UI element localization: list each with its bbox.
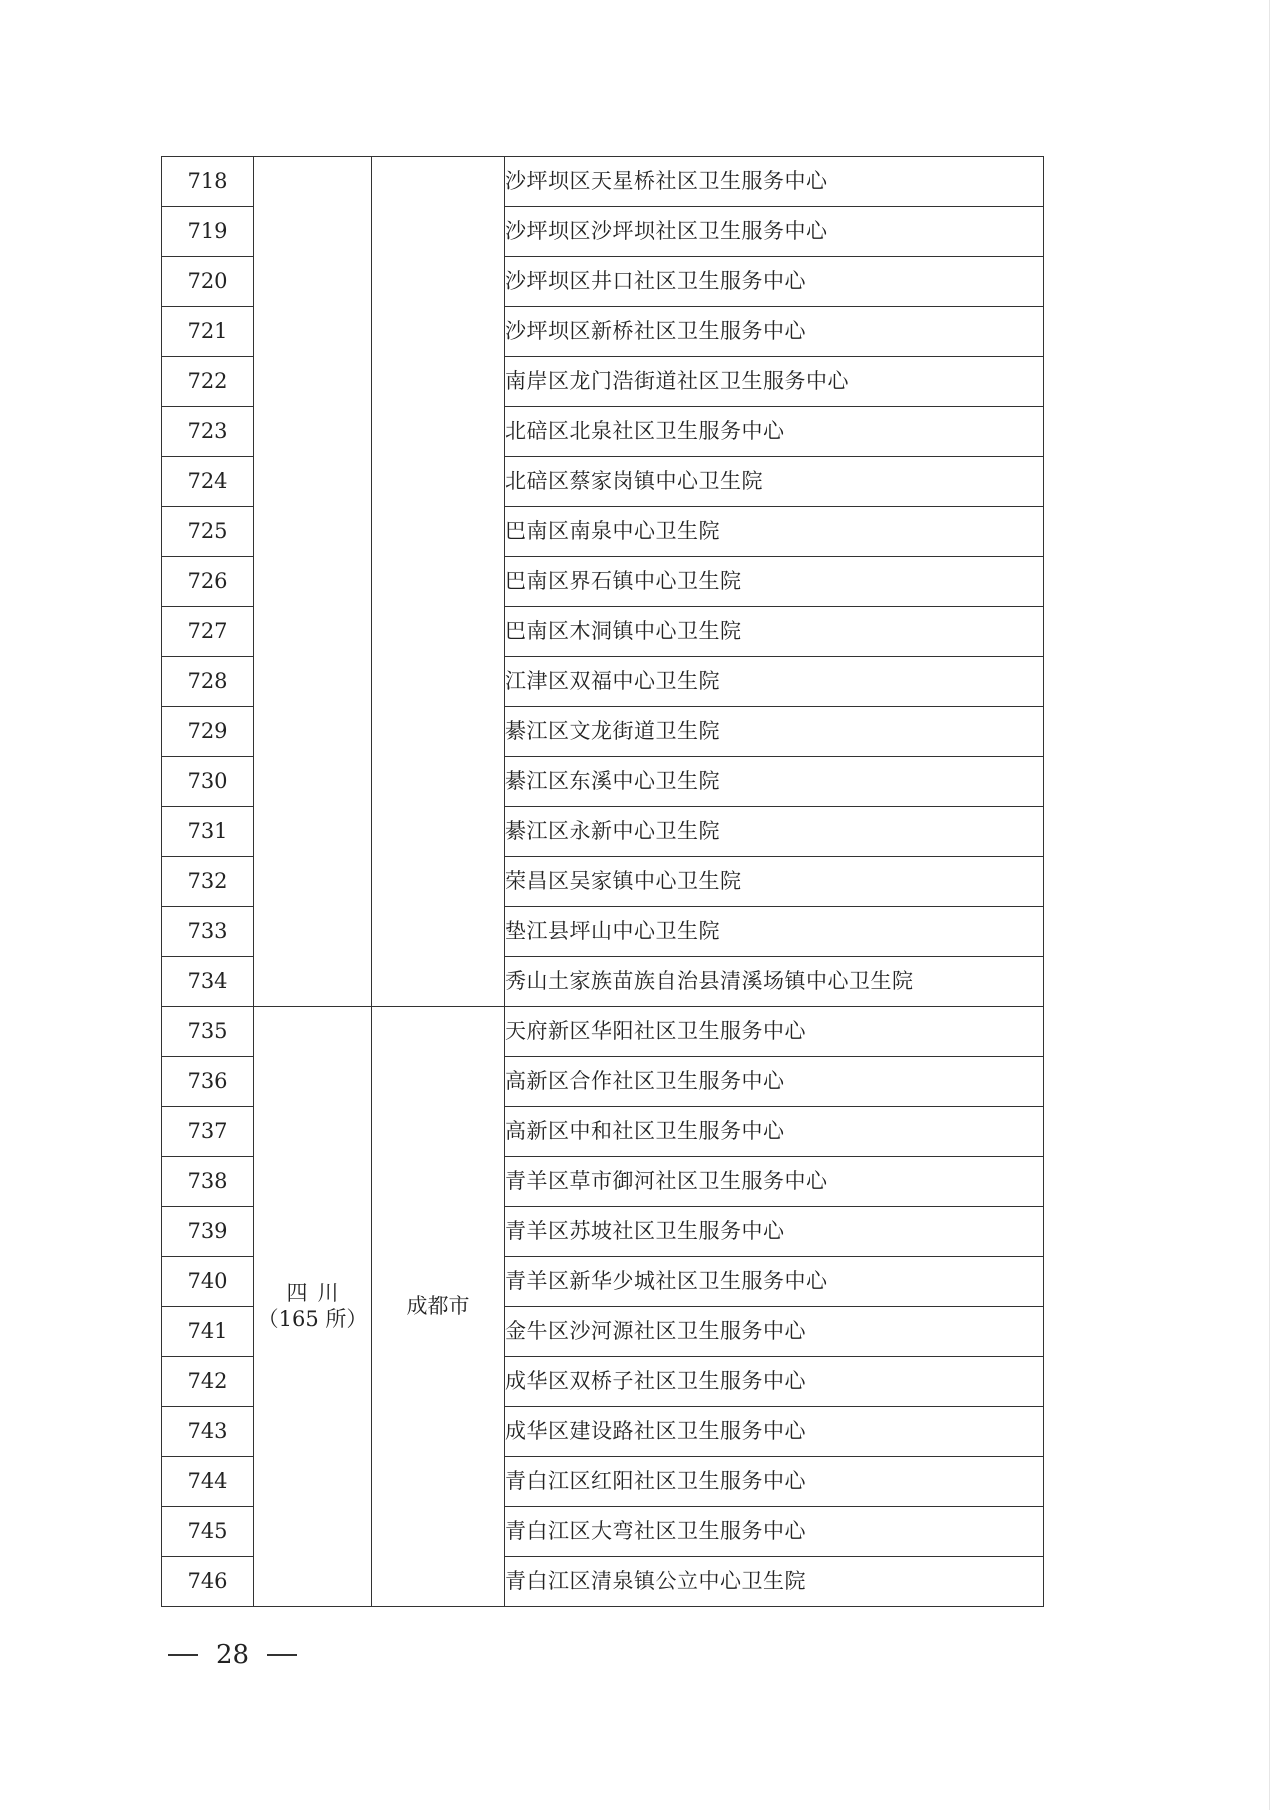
- institution-name: 成华区建设路社区卫生服务中心: [505, 1407, 1044, 1457]
- row-number: 740: [162, 1257, 254, 1307]
- institution-name: 北碚区北泉社区卫生服务中心: [505, 407, 1044, 457]
- institution-name: 綦江区东溪中心卫生院: [505, 757, 1044, 807]
- institution-name: 沙坪坝区井口社区卫生服务中心: [505, 257, 1044, 307]
- province-cell: [254, 1007, 372, 1607]
- row-number: 724: [162, 457, 254, 507]
- row-number: 744: [162, 1457, 254, 1507]
- city-cell: 成都市: [372, 1007, 505, 1607]
- row-number: 742: [162, 1357, 254, 1407]
- left-dash: [168, 1654, 198, 1656]
- row-number: 736: [162, 1057, 254, 1107]
- institution-name: 沙坪坝区沙坪坝社区卫生服务中心: [505, 207, 1044, 257]
- row-number: 727: [162, 607, 254, 657]
- institution-name: 青白江区大弯社区卫生服务中心: [505, 1507, 1044, 1557]
- institution-name: 巴南区木洞镇中心卫生院: [505, 607, 1044, 657]
- page-footer: [168, 1640, 297, 1670]
- table-row: [162, 1007, 1044, 1057]
- institution-name: 高新区中和社区卫生服务中心: [505, 1107, 1044, 1157]
- province-cell: [254, 157, 372, 1007]
- institution-name: 天府新区华阳社区卫生服务中心: [505, 1007, 1044, 1057]
- table-body: [162, 157, 1044, 1607]
- institution-name: 綦江区永新中心卫生院: [505, 807, 1044, 857]
- institution-name: 青羊区草市御河社区卫生服务中心: [505, 1157, 1044, 1207]
- row-number: 738: [162, 1157, 254, 1207]
- institution-table: [161, 156, 1044, 1607]
- row-number: 734: [162, 957, 254, 1007]
- institution-name: 垫江县坪山中心卫生院: [505, 907, 1044, 957]
- row-number: 731: [162, 807, 254, 857]
- row-number: 726: [162, 557, 254, 607]
- row-number: 732: [162, 857, 254, 907]
- row-number: 739: [162, 1207, 254, 1257]
- scan-edge-line: [1269, 0, 1270, 1810]
- institution-name: 綦江区文龙街道卫生院: [505, 707, 1044, 757]
- row-number: 721: [162, 307, 254, 357]
- row-number: 722: [162, 357, 254, 407]
- institution-name: 青羊区苏坡社区卫生服务中心: [505, 1207, 1044, 1257]
- institution-name: 秀山土家族苗族自治县清溪场镇中心卫生院: [505, 957, 1044, 1007]
- institution-name: 高新区合作社区卫生服务中心: [505, 1057, 1044, 1107]
- institution-name: 金牛区沙河源社区卫生服务中心: [505, 1307, 1044, 1357]
- institution-name: 巴南区南泉中心卫生院: [505, 507, 1044, 557]
- row-number: 730: [162, 757, 254, 807]
- row-number: 725: [162, 507, 254, 557]
- institution-name: 青白江区红阳社区卫生服务中心: [505, 1457, 1044, 1507]
- institution-name: 北碚区蔡家岗镇中心卫生院: [505, 457, 1044, 507]
- right-dash: [267, 1654, 297, 1656]
- institution-name: 沙坪坝区天星桥社区卫生服务中心: [505, 157, 1044, 207]
- row-number: 720: [162, 257, 254, 307]
- city-cell: [372, 157, 505, 1007]
- institution-name: 沙坪坝区新桥社区卫生服务中心: [505, 307, 1044, 357]
- institution-name: 青白江区清泉镇公立中心卫生院: [505, 1557, 1044, 1607]
- row-number: 735: [162, 1007, 254, 1057]
- institution-name: 南岸区龙门浩街道社区卫生服务中心: [505, 357, 1044, 407]
- institution-name: 荣昌区吴家镇中心卫生院: [505, 857, 1044, 907]
- institution-name: 江津区双福中心卫生院: [505, 657, 1044, 707]
- row-number: 718: [162, 157, 254, 207]
- row-number: 745: [162, 1507, 254, 1557]
- row-number: 719: [162, 207, 254, 257]
- row-number: 741: [162, 1307, 254, 1357]
- institution-name: 青羊区新华少城社区卫生服务中心: [505, 1257, 1044, 1307]
- institution-name: 成华区双桥子社区卫生服务中心: [505, 1357, 1044, 1407]
- institution-name: 巴南区界石镇中心卫生院: [505, 557, 1044, 607]
- row-number: 743: [162, 1407, 254, 1457]
- row-number: 737: [162, 1107, 254, 1157]
- table-row: [162, 157, 1044, 207]
- row-number: 728: [162, 657, 254, 707]
- row-number: 746: [162, 1557, 254, 1607]
- row-number: 733: [162, 907, 254, 957]
- row-number: 729: [162, 707, 254, 757]
- page-number: 28: [216, 1640, 250, 1670]
- province-count: （165 所）: [257, 1306, 368, 1331]
- province-name: 四川: [286, 1281, 349, 1306]
- row-number: 723: [162, 407, 254, 457]
